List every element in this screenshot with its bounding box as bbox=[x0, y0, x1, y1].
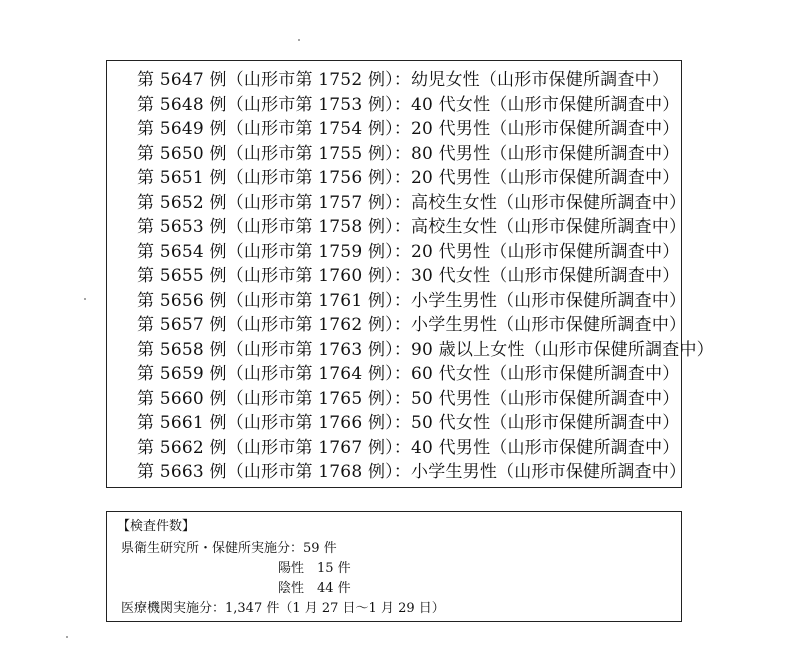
case-row: 第 5660 例（山形市第 1765 例）：50 代男性（山形市保健所調査中） bbox=[137, 388, 680, 409]
case-list bbox=[137, 68, 714, 485]
case-row: 第 5647 例（山形市第 1752 例）：幼児女性（山形市保健所調査中） bbox=[137, 70, 670, 90]
case-row: 第 5654 例（山形市第 1759 例）：20 代男性（山形市保健所調査中） bbox=[137, 241, 680, 262]
medical-count: 医療機関実施分：1,347 件（1 月 27 日～1 月 29 日） bbox=[121, 601, 445, 616]
inspection-count-box bbox=[106, 511, 682, 622]
case-row: 第 5653 例（山形市第 1758 例）：高校生女性（山形市保健所調査中） bbox=[137, 217, 687, 237]
case-row: 第 5649 例（山形市第 1754 例）：20 代男性（山形市保健所調査中） bbox=[137, 119, 680, 139]
case-row: 第 5657 例（山形市第 1762 例）：小学生男性（山形市保健所調査中） bbox=[137, 315, 687, 335]
scan-speck bbox=[298, 39, 300, 41]
scan-speck bbox=[84, 298, 86, 300]
scan-speck bbox=[66, 636, 68, 638]
case-row: 第 5658 例（山形市第 1763 例）：90 歳以上女性（山形市保健所調査中） bbox=[137, 339, 714, 360]
case-row: 第 5659 例（山形市第 1764 例）：60 代女性（山形市保健所調査中） bbox=[137, 364, 680, 384]
positive-count: 陽性 15 件 bbox=[278, 561, 351, 576]
case-row: 第 5662 例（山形市第 1767 例）：40 代男性（山形市保健所調査中） bbox=[137, 437, 680, 458]
case-row: 第 5650 例（山形市第 1755 例）：80 代男性（山形市保健所調査中） bbox=[137, 143, 680, 164]
case-list-box bbox=[106, 60, 714, 488]
inspection-heading: 【検査件数】 bbox=[117, 519, 196, 534]
case-row: 第 5655 例（山形市第 1760 例）：30 代女性（山形市保健所調査中） bbox=[137, 266, 680, 286]
case-row: 第 5651 例（山形市第 1756 例）：20 代男性（山形市保健所調査中） bbox=[137, 168, 680, 188]
case-row: 第 5663 例（山形市第 1768 例）：小学生男性（山形市保健所調査中） bbox=[137, 462, 687, 482]
case-row: 第 5648 例（山形市第 1753 例）：40 代女性（山形市保健所調査中） bbox=[137, 94, 680, 115]
negative-count: 陰性 44 件 bbox=[278, 581, 351, 596]
case-row: 第 5656 例（山形市第 1761 例）：小学生男性（山形市保健所調査中） bbox=[137, 290, 687, 311]
case-row: 第 5652 例（山形市第 1757 例）：高校生女性（山形市保健所調査中） bbox=[137, 192, 687, 213]
case-row: 第 5661 例（山形市第 1766 例）：50 代女性（山形市保健所調査中） bbox=[137, 413, 680, 433]
prefecture-count: 県衛生研究所・保健所実施分：59 件 bbox=[121, 541, 337, 556]
